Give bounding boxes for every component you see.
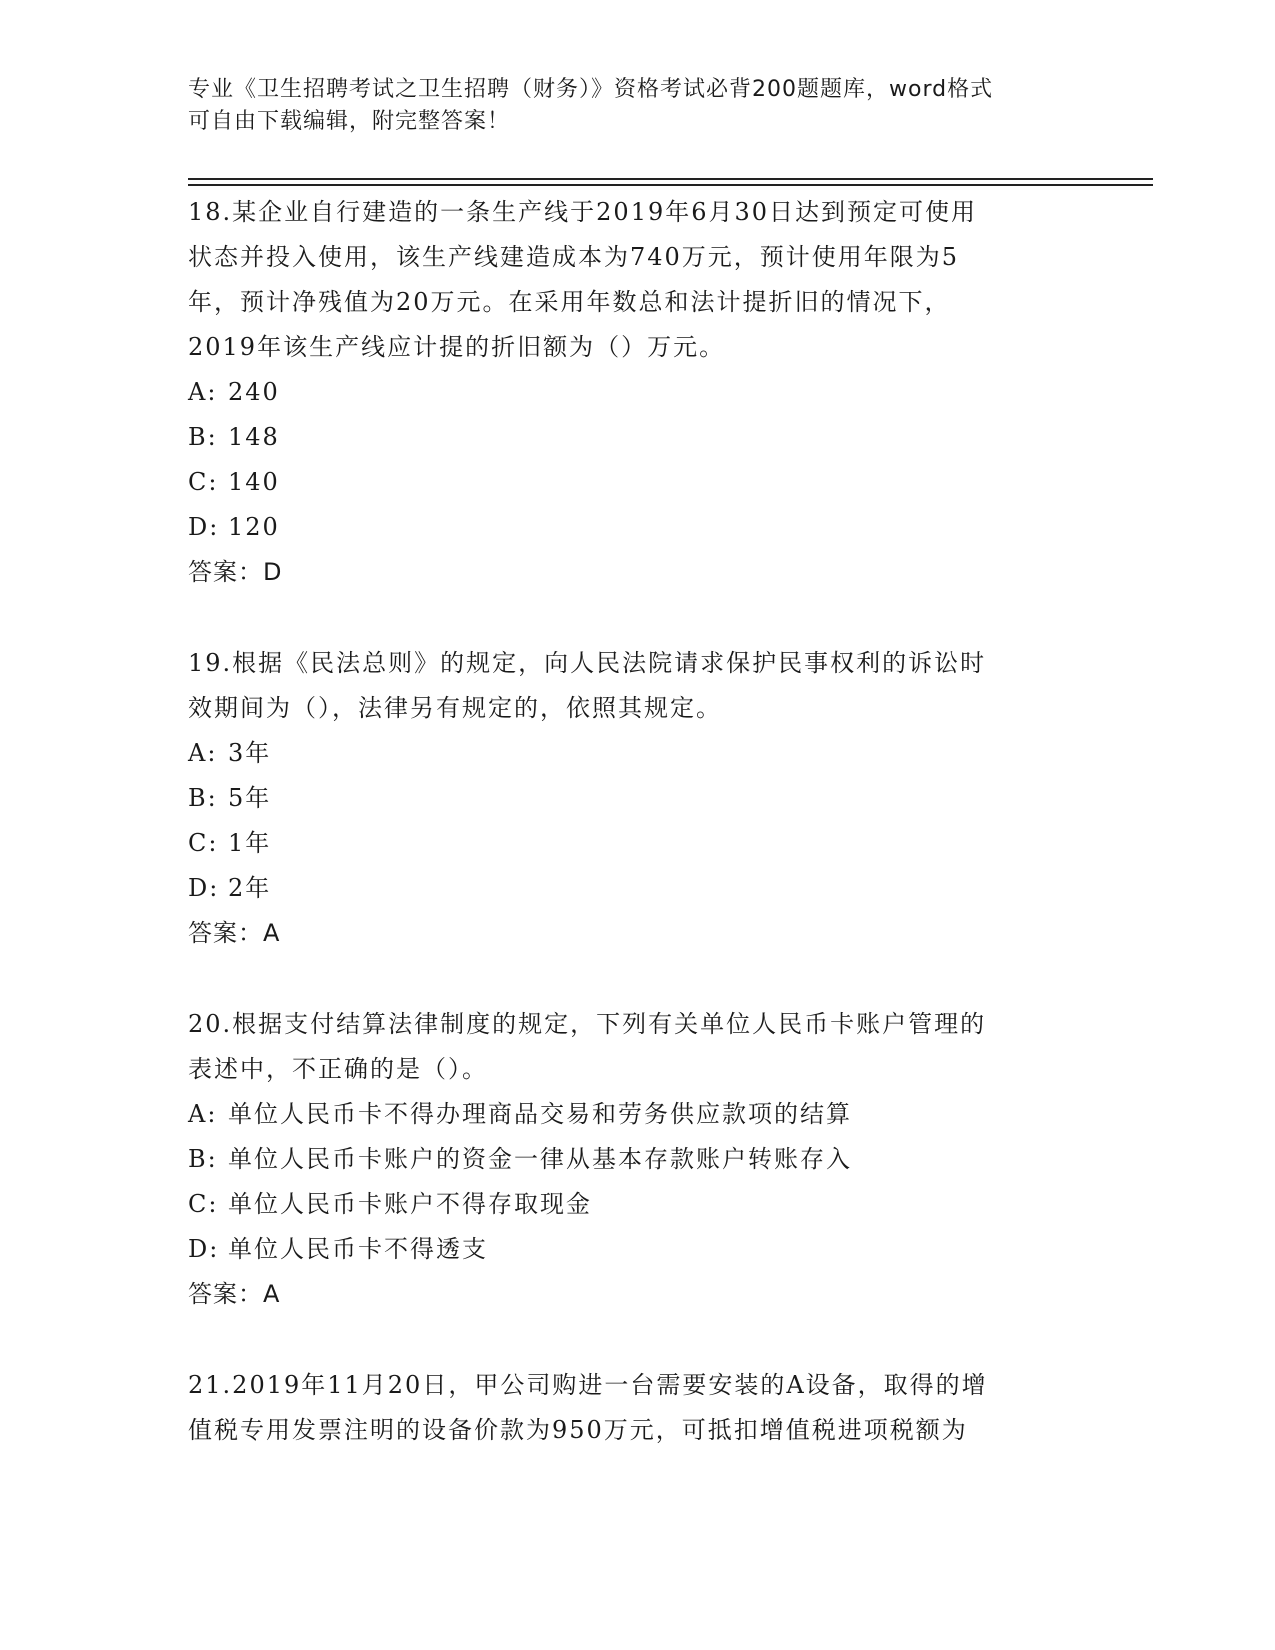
option-b — [188, 415, 1088, 460]
option-letter: B: — [188, 423, 218, 451]
answer-label: 答案：A — [188, 919, 281, 947]
question-text-line: 表述中，不正确的是（）。 — [188, 1055, 488, 1083]
option-letter: A: — [188, 1100, 218, 1128]
option-text: 5年 — [228, 784, 272, 812]
option-letter: D: — [188, 874, 220, 902]
answer-label: 答案：D — [188, 558, 283, 586]
option-text: 2年 — [228, 874, 272, 902]
option-d — [188, 1227, 1088, 1272]
option-text: 单位人民币卡不得办理商品交易和劳务供应款项的结算 — [228, 1100, 852, 1128]
option-text: 单位人民币卡账户不得存取现金 — [228, 1190, 592, 1218]
question-text-line: 年，预计净残值为20万元。在采用年数总和法计提折旧的情况下， — [188, 288, 951, 316]
question-19 — [188, 641, 1088, 956]
option-letter: D: — [188, 1235, 220, 1263]
option-letter: A: — [188, 739, 218, 767]
option-c — [188, 460, 1088, 505]
option-letter: C: — [188, 468, 219, 496]
header-line-2: 可自由下载编辑，附完整答案！ — [188, 109, 511, 134]
header-divider-top — [188, 178, 1153, 180]
option-d — [188, 505, 1088, 550]
question-text-line: 18.某企业自行建造的一条生产线于2019年6月30日达到预定可使用 — [188, 198, 978, 226]
answer-label: 答案：A — [188, 1280, 281, 1308]
option-letter: B: — [188, 1145, 218, 1173]
spacer — [188, 1317, 1088, 1363]
option-text: 单位人民币卡不得透支 — [228, 1235, 488, 1263]
option-letter: D: — [188, 513, 220, 541]
question-text-line: 20.根据支付结算法律制度的规定，下列有关单位人民币卡账户管理的 — [188, 1010, 987, 1038]
option-a — [188, 731, 1088, 776]
spacer — [188, 595, 1088, 641]
option-letter: A: — [188, 378, 218, 406]
option-a — [188, 370, 1088, 415]
question-21 — [188, 1363, 1088, 1453]
option-text: 单位人民币卡账户的资金一律从基本存款账户转账存入 — [228, 1145, 852, 1173]
option-text: 140 — [228, 468, 280, 496]
option-c — [188, 821, 1088, 866]
spacer — [188, 956, 1088, 1002]
question-text-line: 19.根据《民法总则》的规定，向人民法院请求保护民事权利的诉讼时 — [188, 649, 987, 677]
option-text: 240 — [228, 378, 280, 406]
question-20 — [188, 1002, 1088, 1317]
question-text-line: 值税专用发票注明的设备价款为950万元，可抵扣增值税进项税额为 — [188, 1416, 968, 1444]
document-header — [188, 74, 1088, 138]
question-list — [188, 190, 1088, 1453]
option-text: 148 — [228, 423, 280, 451]
question-text-line: 21.2019年11月20日，甲公司购进一台需要安装的A设备，取得的增 — [188, 1371, 988, 1399]
option-c — [188, 1182, 1088, 1227]
option-b — [188, 776, 1088, 821]
question-18 — [188, 190, 1088, 595]
option-letter: C: — [188, 1190, 219, 1218]
option-letter: B: — [188, 784, 218, 812]
question-text-line: 效期间为（），法律另有规定的，依照其规定。 — [188, 694, 722, 722]
option-letter: C: — [188, 829, 219, 857]
option-text: 3年 — [228, 739, 272, 767]
header-divider-bottom — [188, 184, 1153, 186]
option-text: 1年 — [228, 829, 272, 857]
option-b — [188, 1137, 1088, 1182]
option-d — [188, 866, 1088, 911]
question-text-line: 2019年该生产线应计提的折旧额为（）万元。 — [188, 333, 726, 361]
option-text: 120 — [228, 513, 280, 541]
question-text-line: 状态并投入使用，该生产线建造成本为740万元，预计使用年限为5 — [188, 243, 960, 271]
option-a — [188, 1092, 1088, 1137]
header-line-1: 专业《卫生招聘考试之卫生招聘（财务）》资格考试必背200题题库，word格式 — [188, 77, 994, 102]
